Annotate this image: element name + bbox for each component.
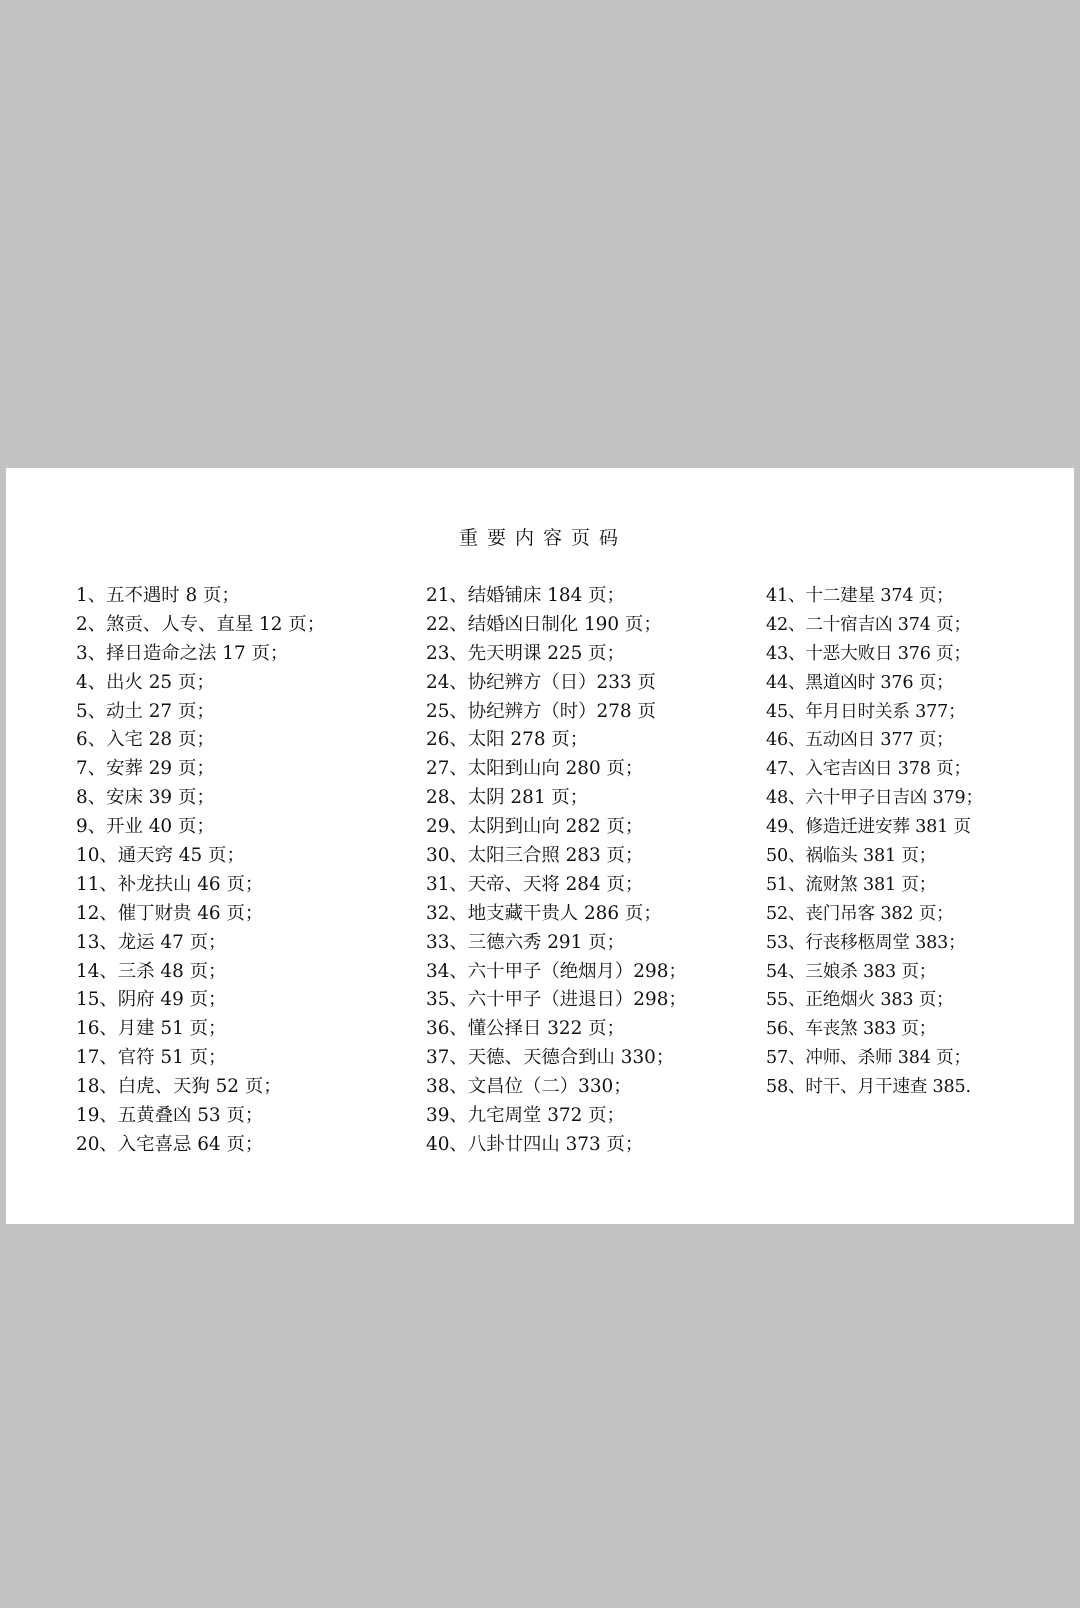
index-entry: 27、太阳到山向 280 页； xyxy=(426,758,644,780)
index-entry: 3、择日造命之法 17 页； xyxy=(76,642,289,664)
index-entry: 14、三杀 48 页； xyxy=(76,960,227,982)
index-entry: 43、十恶大败日 376 页； xyxy=(766,643,971,664)
index-entry: 10、通天窍 45 页； xyxy=(76,845,245,867)
index-entry: 58、时干、月干速查 385. xyxy=(766,1077,971,1098)
index-entry: 22、结婚凶日制化 190 页； xyxy=(426,613,662,635)
index-entry: 54、三娘杀 383 页； xyxy=(766,961,937,982)
index-entry: 57、冲师、杀师 384 页； xyxy=(766,1048,971,1069)
index-entry: 35、六十甲子（进退日）298； xyxy=(426,989,687,1011)
index-entry: 21、结婚铺床 184 页； xyxy=(426,585,625,606)
index-entry: 50、祸临头 381 页； xyxy=(766,846,937,867)
index-column-2 xyxy=(426,582,756,1160)
index-entry: 8、安床 39 页； xyxy=(76,787,215,809)
index-entry: 56、车丧煞 383 页； xyxy=(766,1019,937,1040)
index-entry: 44、黑道凶时 376 页； xyxy=(766,672,954,693)
index-entry: 25、协纪辨方（时）278 页 xyxy=(426,700,656,722)
index-entry: 33、三德六秀 291 页； xyxy=(426,931,625,953)
index-entry: 46、五动凶日 377 页； xyxy=(766,730,954,751)
index-entry: 17、官符 51 页； xyxy=(76,1047,227,1069)
index-entry: 32、地支藏干贵人 286 页； xyxy=(426,902,662,924)
index-entry: 47、入宅吉凶日 378 页； xyxy=(766,759,971,780)
index-entry: 55、正绝烟火 383 页； xyxy=(766,990,954,1011)
index-entry: 36、懂公择日 322 页； xyxy=(426,1018,625,1040)
index-entry: 30、太阳三合照 283 页； xyxy=(426,845,644,867)
index-entry: 1、五不遇时 8 页； xyxy=(76,585,240,606)
index-column-3 xyxy=(766,582,1066,1102)
page-title: 重要内容页码 xyxy=(458,527,627,549)
index-entry: 13、龙运 47 页； xyxy=(76,931,227,953)
index-entry: 48、六十甲子日吉凶 379； xyxy=(766,788,983,809)
index-entry: 42、二十宿吉凶 374 页； xyxy=(766,614,971,635)
index-entry: 45、年月日时关系 377； xyxy=(766,701,966,722)
index-entry: 37、天德、天德合到山 330； xyxy=(426,1047,675,1069)
index-entry: 19、五黄叠凶 53 页； xyxy=(76,1105,264,1127)
index-entry: 11、补龙扶山 46 页； xyxy=(76,873,264,895)
index-entry: 15、阴府 49 页； xyxy=(76,989,227,1011)
index-entry: 49、修造迁进安葬 381 页 xyxy=(766,817,971,838)
index-entry: 26、太阳 278 页； xyxy=(426,729,589,751)
index-entry: 40、八卦廿四山 373 页； xyxy=(426,1133,644,1155)
index-entry: 16、月建 51 页； xyxy=(76,1018,227,1040)
index-entry: 5、动土 27 页； xyxy=(76,700,215,722)
index-entry: 12、催丁财贵 46 页； xyxy=(76,902,264,924)
index-entry: 51、流财煞 381 页； xyxy=(766,874,937,895)
index-entry: 24、协纪辨方（日）233 页 xyxy=(426,671,656,693)
index-entry: 2、煞贡、人专、直星 12 页； xyxy=(76,613,326,635)
index-entry: 6、入宅 28 页； xyxy=(76,729,215,751)
index-entry: 23、先天明课 225 页； xyxy=(426,642,625,664)
index-column-1 xyxy=(76,582,406,1160)
index-entry: 18、白虎、天狗 52 页； xyxy=(76,1076,282,1098)
index-entry: 34、六十甲子（绝烟月）298； xyxy=(426,960,687,982)
index-entry: 29、太阴到山向 282 页； xyxy=(426,816,644,838)
index-entry: 39、九宅周堂 372 页； xyxy=(426,1105,625,1127)
index-entry: 41、十二建星 374 页； xyxy=(766,586,954,606)
index-entry: 20、入宅喜忌 64 页； xyxy=(76,1133,264,1155)
index-entry: 31、天帝、天将 284 页； xyxy=(426,873,644,895)
document-page xyxy=(6,468,1074,1224)
index-entry: 4、出火 25 页； xyxy=(76,671,215,693)
index-entry: 9、开业 40 页； xyxy=(76,816,215,838)
index-entry: 52、丧门吊客 382 页； xyxy=(766,903,954,924)
index-entry: 28、太阴 281 页； xyxy=(426,787,589,809)
index-entry: 53、行丧移柩周堂 383； xyxy=(766,932,966,953)
index-entry: 7、安葬 29 页； xyxy=(76,758,215,780)
index-entry: 38、文昌位（二）330； xyxy=(426,1076,632,1098)
